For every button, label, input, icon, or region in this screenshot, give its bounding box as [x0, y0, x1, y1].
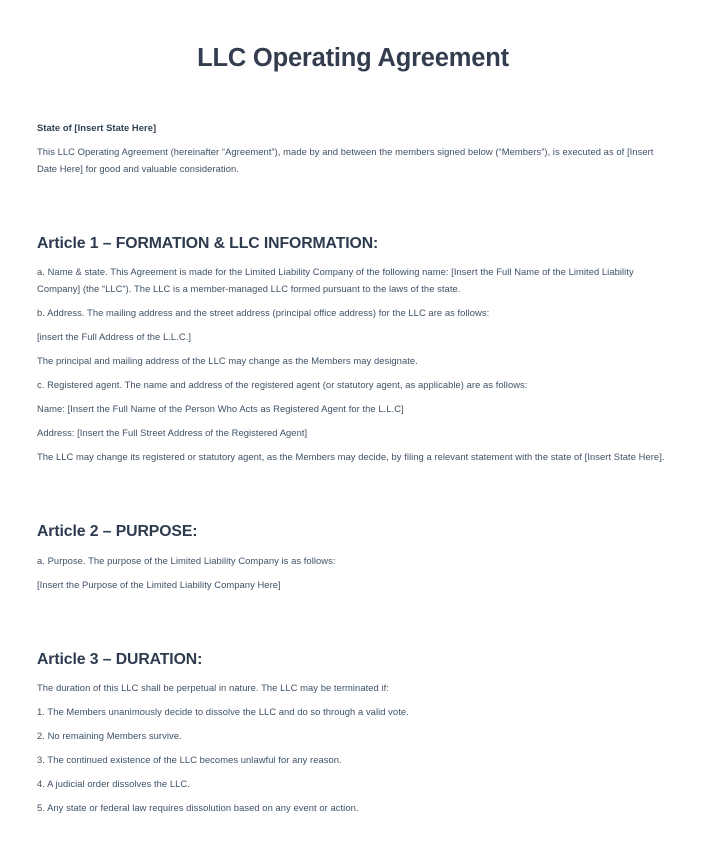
article-3-paragraph: The duration of this LLC shall be perpetual in nature. The LLC may be terminated if: — [37, 682, 389, 694]
article-2-paragraph: [Insert the Purpose of the Limited Liability Company Here] — [37, 578, 281, 590]
article-3-list-item: 2. No remaining Members survive. — [37, 730, 182, 742]
article-1-paragraph: The principal and mailing address of the LLC may change as the Members may designate. — [37, 355, 418, 367]
article-3-list-item: 4. A judicial order dissolves the LLC. — [37, 778, 190, 790]
article-1-body — [37, 254, 669, 465]
article-1-paragraph: The LLC may change its registered or statutory agent, as the Members may decide, by filing a relevant statement with the state of [Insert State Here]. — [37, 451, 665, 463]
article-1-paragraph: c. Registered agent. The name and address of the registered agent (or statutory agent, as applicable) are as follows: — [37, 379, 528, 391]
article-1-heading: Article 1 – FORMATION & LLC INFORMATION: — [37, 234, 379, 252]
article-2-paragraph: a. Purpose. The purpose of the Limited Liability Company is as follows: — [37, 554, 336, 566]
article-3-list-item: 1. The Members unanimously decide to dissolve the LLC and do so through a valid vote. — [37, 706, 409, 718]
article-1-paragraph: b. Address. The mailing address and the street address (principal office address) for the LLC are as follows: — [37, 307, 490, 319]
preamble-paragraph: This LLC Operating Agreement (hereinafter “Agreement”), made by and between the members signed below (“Members”), is executed as of [Insert Date Here] for good and valuable consideration. — [37, 145, 654, 174]
article-3-list-item: 5. Any state or federal law requires dissolution based on any event or action. — [37, 802, 359, 814]
article-3-body — [37, 670, 669, 816]
article-1-paragraph: [insert the Full Address of the L.L.C.] — [37, 331, 191, 343]
article-1-paragraph: Name: [Insert the Full Name of the Person Who Acts as Registered Agent for the L.L.C] — [37, 403, 404, 415]
article-3-heading: Article 3 – DURATION: — [37, 650, 203, 668]
article-1-paragraph: Address: [Insert the Full Street Address of the Registered Agent] — [37, 427, 308, 439]
article-3-section — [37, 593, 669, 817]
article-1-paragraph: a. Name & state. This Agreement is made for the Limited Liability Company of the following name: [Insert the Full Name of the Limited Liability Company] (the “LLC”). The LLC is a member-managed LLC formed pursuant to the laws of the state. — [37, 266, 634, 295]
article-3-list-item: 3. The continued existence of the LLC becomes unlawful for any reason. — [37, 754, 342, 766]
article-2-body — [37, 543, 669, 593]
article-2-section — [37, 465, 669, 593]
page-title: LLC Operating Agreement — [197, 44, 509, 72]
intro-section — [37, 119, 669, 177]
article-1-section — [37, 177, 669, 466]
article-2-heading: Article 2 – PURPOSE: — [37, 523, 198, 541]
state-of-line: State of [Insert State Here] — [37, 121, 157, 133]
